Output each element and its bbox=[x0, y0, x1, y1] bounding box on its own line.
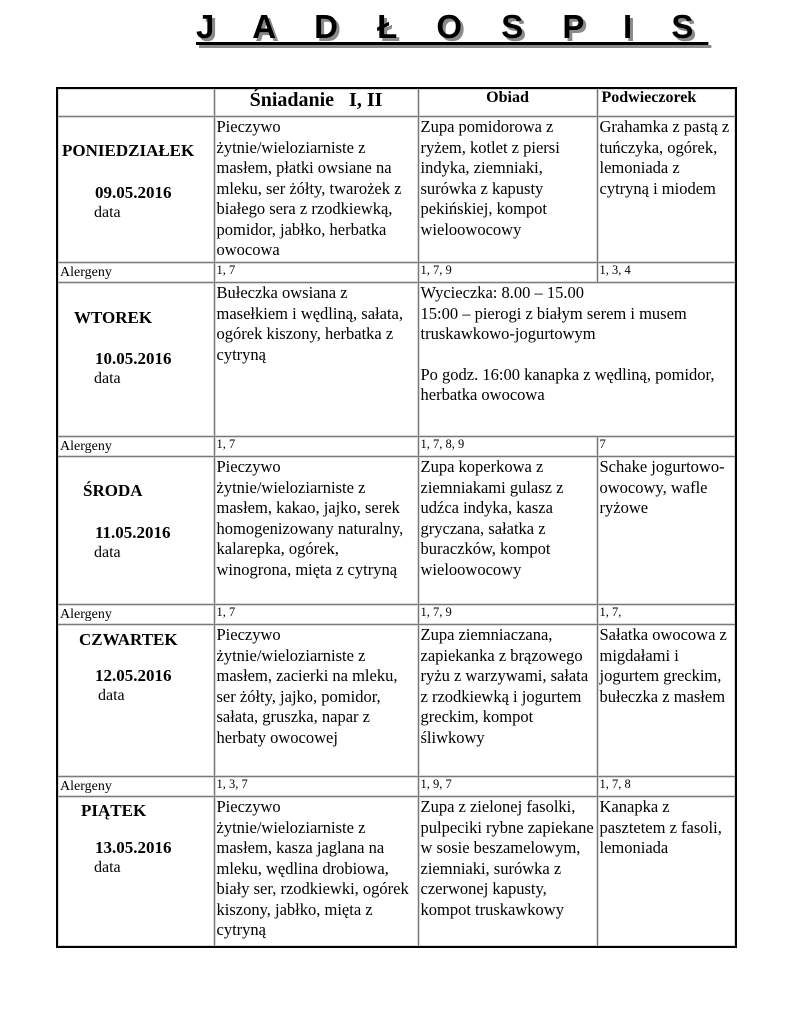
day-cell bbox=[57, 283, 214, 437]
date-label: data bbox=[98, 687, 125, 704]
allergen-row bbox=[57, 263, 736, 283]
menu-table bbox=[56, 87, 737, 948]
allergen-label: Alergeny bbox=[57, 437, 214, 457]
allergen-snack: 1, 7, 8 bbox=[597, 777, 736, 797]
lunch-cell: Zupa ziemniaczana, zapiekanka z brązowego ryżu z warzywami, sałata z rzodkiewką i jogurtem greckim, kompot śliwkowy bbox=[418, 625, 597, 777]
day-name: WTOREK bbox=[74, 308, 153, 327]
allergen-snack: 7 bbox=[597, 437, 736, 457]
day-date: 12.05.2016 bbox=[95, 666, 172, 685]
allergen-lunch: 1, 7, 9 bbox=[418, 605, 597, 625]
allergen-breakfast: 1, 3, 7 bbox=[214, 777, 418, 797]
allergen-breakfast: 1, 7 bbox=[214, 263, 418, 283]
day-row-tuesday bbox=[57, 283, 736, 437]
trip-line: Wycieczka: 8.00 – 15.00 bbox=[420, 283, 584, 302]
date-label: data bbox=[94, 859, 121, 876]
allergen-snack: 1, 3, 4 bbox=[597, 263, 736, 283]
breakfast-cell: Bułeczka owsiana z masełkiem i wędliną, sałata, ogórek kiszony, herbatka z cytryną bbox=[214, 283, 418, 437]
day-name: PIĄTEK bbox=[81, 801, 147, 820]
pierogi-line: 15:00 – pierogi z białym serem i musem truskawkowo-jogurtowym bbox=[420, 303, 687, 343]
header-snack: Podwieczorek bbox=[597, 88, 736, 117]
day-date: 09.05.2016 bbox=[95, 183, 172, 202]
page-title: J A D Ł O S P I S bbox=[196, 8, 709, 45]
allergen-breakfast: 1, 7 bbox=[214, 605, 418, 625]
lunch-cell: Zupa pomidorowa z ryżem, kotlet z piersi indyka, ziemniaki, surówka z kapusty pekińskiej, kompot wieloowocowy bbox=[418, 117, 597, 263]
day-row-thursday bbox=[57, 625, 736, 777]
day-row-wednesday bbox=[57, 457, 736, 605]
snack-cell: Kanapka z pasztetem z fasoli, lemoniada bbox=[597, 797, 736, 947]
lunch-cell: Zupa koperkowa z ziemniakami gulasz z udźca indyka, kasza gryczana, sałatka z buraczków, kompot wieloowocowy bbox=[418, 457, 597, 605]
lunch-merged-cell bbox=[418, 283, 736, 437]
date-label: data bbox=[94, 544, 121, 561]
allergen-lunch: 1, 7, 8, 9 bbox=[418, 437, 597, 457]
day-name: ŚRODA bbox=[83, 481, 143, 500]
day-row-monday bbox=[57, 117, 736, 263]
day-name: CZWARTEK bbox=[79, 630, 178, 649]
breakfast-cell: Pieczywo żytnie/wieloziarniste z masłem, zacierki na mleku, ser żółty, jajko, pomidor, sałata, gruszka, napar z herbaty owocowej bbox=[214, 625, 418, 777]
day-row-friday bbox=[57, 797, 736, 947]
header-row bbox=[57, 88, 736, 117]
day-cell bbox=[57, 457, 214, 605]
allergen-breakfast: 1, 7 bbox=[214, 437, 418, 457]
breakfast-cell: Pieczywo żytnie/wieloziarniste z masłem, kakao, jajko, serek homogenizowany naturalny, kalarepka, ogórek, winogrona, mięta z cytryną bbox=[214, 457, 418, 605]
day-date: 11.05.2016 bbox=[95, 523, 171, 542]
allergen-snack: 1, 7, bbox=[597, 605, 736, 625]
breakfast-cell: Pieczywo żytnie/wieloziarniste z masłem, płatki owsiane na mleku, ser żółty, twarożek z białego sera z rzodkiewką, pomidor, jabłko, herbatka owocowa bbox=[214, 117, 418, 263]
day-cell bbox=[57, 797, 214, 947]
evening-line: Po godz. 16:00 kanapka z wędliną, pomidor, herbatka owocowa bbox=[420, 364, 715, 404]
allergen-row bbox=[57, 605, 736, 625]
day-date: 10.05.2016 bbox=[95, 349, 172, 368]
allergen-lunch: 1, 7, 9 bbox=[418, 263, 597, 283]
header-lunch: Obiad bbox=[418, 88, 597, 117]
snack-cell: Sałatka owocowa z migdałami i jogurtem greckim, bułeczka z masłem bbox=[597, 625, 736, 777]
allergen-label: Alergeny bbox=[57, 263, 214, 283]
allergen-lunch: 1, 9, 7 bbox=[418, 777, 597, 797]
date-label: data bbox=[94, 370, 121, 387]
lunch-cell: Zupa z zielonej fasolki, pulpeciki rybne zapiekane w sosie beszamelowym, ziemniaki, surówka z czerwonej kapusty, kompot truskawkowy bbox=[418, 797, 597, 947]
day-name: PONIEDZIAŁEK bbox=[62, 141, 195, 160]
breakfast-cell: Pieczywo żytnie/wieloziarniste z masłem, kasza jaglana na mleku, wędlina drobiowa, biały ser, rzodkiewki, ogórek kiszony, jabłko, mięta z cytryną bbox=[214, 797, 418, 947]
day-cell bbox=[57, 625, 214, 777]
header-day bbox=[57, 88, 214, 117]
allergen-row bbox=[57, 777, 736, 797]
allergen-label: Alergeny bbox=[57, 777, 214, 797]
snack-cell: Schake jogurtowo-owocowy, wafle ryżowe bbox=[597, 457, 736, 605]
day-date: 13.05.2016 bbox=[95, 838, 172, 857]
date-label: data bbox=[94, 204, 121, 221]
snack-cell: Grahamka z pastą z tuńczyka, ogórek, lemoniada z cytryną i miodem bbox=[597, 117, 736, 263]
allergen-label: Alergeny bbox=[57, 605, 214, 625]
day-cell bbox=[57, 117, 214, 263]
allergen-row bbox=[57, 437, 736, 457]
header-breakfast: Śniadanie I, II bbox=[214, 88, 418, 117]
